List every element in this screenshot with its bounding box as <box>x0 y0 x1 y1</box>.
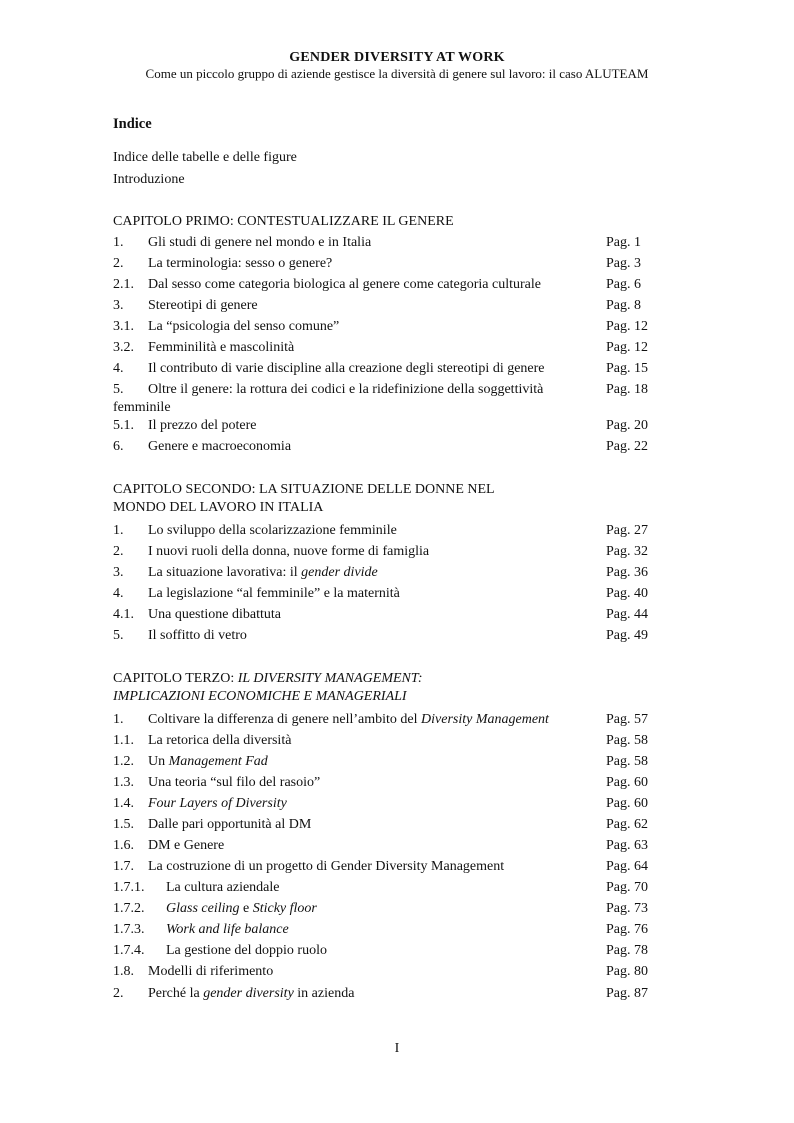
toc-entry-text: La gestione del doppio ruolo <box>166 943 327 958</box>
toc-entry-number: 5. <box>113 628 124 643</box>
toc-entry-page: Pag. 1 <box>606 235 641 250</box>
toc-entry-number: 2. <box>113 986 124 1001</box>
toc-entry-number: 1.1. <box>113 733 134 748</box>
toc-entry <box>113 543 673 564</box>
toc-entry-text-part: Perché la <box>148 986 204 1001</box>
toc-entry-page: Pag. 12 <box>606 319 648 334</box>
toc-entry-text-italic: gender diversity <box>203 986 294 1001</box>
toc-entry-number: 3.1. <box>113 319 134 334</box>
toc-entry-text: Stereotipi di genere <box>148 298 258 313</box>
toc-entry-text-part: Un <box>148 754 169 769</box>
toc-entry-number: 1.7. <box>113 859 134 874</box>
toc-entry-text: I nuovi ruoli della donna, nuove forme di famiglia <box>148 544 430 559</box>
toc-entry <box>113 585 673 606</box>
index-heading: Indice <box>113 116 152 132</box>
document-subtitle: Come un piccolo gruppo di aziende gestisce la diversità di genere sul lavoro: il caso ALUTEAM <box>145 66 649 81</box>
toc-entry-page: Pag. 70 <box>606 880 648 895</box>
toc-entry-text-italic: gender divide <box>301 565 378 580</box>
toc-entry-page: Pag. 58 <box>606 754 648 769</box>
toc-entry-number: 4. <box>113 586 124 601</box>
toc-entry-number: 1.7.2. <box>113 901 145 916</box>
toc-entry-number: 1.7.4. <box>113 943 145 958</box>
chapter-3-title <box>113 670 423 706</box>
toc-entry-text: Oltre il genere: la rottura dei codici e la ridefinizione della soggettività <box>148 382 544 397</box>
toc-entry-page: Pag. 58 <box>606 733 648 748</box>
toc-entry-page: Pag. 64 <box>606 859 648 874</box>
toc-entry-text: Dalle pari opportunità al DM <box>148 817 312 832</box>
toc-entry-page: Pag. 76 <box>606 922 648 937</box>
toc-entry-number: 1.6. <box>113 838 134 853</box>
chapter-2-title-line1: CAPITOLO SECONDO: LA SITUAZIONE DELLE DONNE NEL <box>113 482 495 497</box>
toc-entry-text-part: e <box>239 901 253 916</box>
toc-entry-page: Pag. 49 <box>606 628 648 643</box>
toc-entry-page: Pag. 8 <box>606 298 641 313</box>
toc-entry-number: 5.1. <box>113 418 134 433</box>
chapter-3-title-italic: IL DIVERSITY MANAGEMENT: <box>237 671 423 686</box>
document-title: GENDER DIVERSITY AT WORK <box>289 50 505 65</box>
toc-entry-text-italic: Sticky floor <box>252 901 317 916</box>
toc-entry <box>113 795 673 816</box>
toc-entry <box>113 255 673 276</box>
toc-entry-page: Pag. 60 <box>606 775 648 790</box>
toc-entry-text <box>148 795 287 813</box>
toc-entry <box>113 417 673 438</box>
toc-entry-text-part: La situazione lavorativa: il <box>148 565 302 580</box>
toc-entry-page: Pag. 36 <box>606 565 648 580</box>
toc-entry <box>113 837 673 858</box>
toc-entry-page: Pag. 6 <box>606 277 641 292</box>
chapter-1-title: CAPITOLO PRIMO: CONTESTUALIZZARE IL GENERE <box>113 214 454 229</box>
toc-entry-text <box>148 753 268 771</box>
toc-entry-number: 5. <box>113 382 124 397</box>
toc-entry-text: Il contributo di varie discipline alla creazione degli stereotipi di genere <box>148 361 545 376</box>
toc-entry-page: Pag. 80 <box>606 964 648 979</box>
toc-entry <box>113 900 673 921</box>
toc-entry-text: La cultura aziendale <box>166 880 280 895</box>
toc-entry-text: Il soffitto di vetro <box>148 628 247 643</box>
toc-entry-text: Dal sesso come categoria biologica al genere come categoria culturale <box>148 277 541 292</box>
toc-entry-number: 1. <box>113 712 124 727</box>
toc-entry <box>113 942 673 963</box>
toc-entry <box>113 879 673 900</box>
toc-entry-number: 1. <box>113 523 124 538</box>
toc-entry-number: 3. <box>113 298 124 313</box>
toc-entry-text <box>148 564 378 582</box>
toc-entry-text: Modelli di riferimento <box>148 964 274 979</box>
toc-entry-page: Pag. 57 <box>606 712 648 727</box>
toc-entry-text-italic: Diversity Management <box>421 712 549 727</box>
toc-entry <box>113 753 673 774</box>
chapter-3-title-line2: IMPLICAZIONI ECONOMICHE E MANAGERIALI <box>113 689 407 704</box>
toc-entry <box>113 985 673 1006</box>
toc-entry-text <box>148 985 354 1003</box>
toc-entry-text <box>166 921 289 939</box>
toc-entry-number: 1.2. <box>113 754 134 769</box>
toc-entry-page: Pag. 78 <box>606 943 648 958</box>
toc-entry-text-italic: Four Layers of Diversity <box>148 796 287 811</box>
toc-entry-number: 1. <box>113 235 124 250</box>
toc-entry-number: 1.5. <box>113 817 134 832</box>
toc-entry-page: Pag. 44 <box>606 607 648 622</box>
toc-entry <box>113 963 673 984</box>
toc-entry <box>113 339 673 360</box>
chapter-3-title-prefix: CAPITOLO TERZO: <box>113 671 238 686</box>
toc-entry-page: Pag. 40 <box>606 586 648 601</box>
toc-entry-number: 2. <box>113 256 124 271</box>
toc-entry-page: Pag. 73 <box>606 901 648 916</box>
toc-entry-page: Pag. 3 <box>606 256 641 271</box>
toc-entry <box>113 627 673 648</box>
front-item-tables: Indice delle tabelle e delle figure <box>113 150 297 165</box>
toc-entry-number: 1.8. <box>113 964 134 979</box>
toc-entry-text-part: in azienda <box>293 986 355 1001</box>
toc-entry <box>113 360 673 381</box>
toc-entry-page: Pag. 87 <box>606 986 648 1001</box>
toc-entry-text: Genere e macroeconomia <box>148 439 292 454</box>
toc-entry <box>113 522 673 543</box>
toc-entry-text: DM e Genere <box>148 838 225 853</box>
toc-entry <box>113 711 673 732</box>
toc-entry-text: La terminologia: sesso o genere? <box>148 256 333 271</box>
toc-entry-page: Pag. 27 <box>606 523 648 538</box>
toc-entry-text: Il prezzo del potere <box>148 418 257 433</box>
chapter-2-title <box>113 481 495 517</box>
toc-entry <box>113 774 673 795</box>
toc-entry-text: Gli studi di genere nel mondo e in Italia <box>148 235 372 250</box>
toc-entry-page: Pag. 20 <box>606 418 648 433</box>
toc-entry-text: Una teoria “sul filo del rasoio” <box>148 775 321 790</box>
toc-entry <box>113 732 673 753</box>
toc-entry-text: La costruzione di un progetto di Gender Diversity Management <box>148 859 505 874</box>
toc-entry-text: La legislazione “al femminile” e la maternità <box>148 586 400 601</box>
toc-entry-text-italic: Glass ceiling <box>166 901 240 916</box>
toc-entry-text-italic: Management Fad <box>168 754 268 769</box>
toc-entry-page: Pag. 22 <box>606 439 648 454</box>
toc-entry-text: Una questione dibattuta <box>148 607 281 622</box>
toc-entry-number: 1.7.3. <box>113 922 145 937</box>
toc-entry <box>113 318 673 339</box>
toc-entry-text: La retorica della diversità <box>148 733 292 748</box>
toc-entry-text: Femminilità e mascolinità <box>148 340 295 355</box>
toc-entry-number: 4. <box>113 361 124 376</box>
toc-entry <box>113 438 673 459</box>
toc-entry <box>113 921 673 942</box>
toc-entry-page: Pag. 32 <box>606 544 648 559</box>
toc-entry-page: Pag. 18 <box>606 382 648 397</box>
front-item-intro: Introduzione <box>113 172 185 187</box>
page-number: I <box>394 1041 400 1056</box>
toc-entry-number: 2.1. <box>113 277 134 292</box>
toc-entry-page: Pag. 62 <box>606 817 648 832</box>
toc-entry-page: Pag. 15 <box>606 361 648 376</box>
chapter-2-title-line2: MONDO DEL LAVORO IN ITALIA <box>113 500 324 515</box>
toc-entry <box>113 381 673 419</box>
toc-entry-number: 3. <box>113 565 124 580</box>
toc-entry-number: 6. <box>113 439 124 454</box>
toc-entry-page: Pag. 63 <box>606 838 648 853</box>
toc-entry <box>113 564 673 585</box>
toc-entry <box>113 816 673 837</box>
toc-entry <box>113 276 673 297</box>
toc-entry-number: 1.3. <box>113 775 134 790</box>
toc-entry <box>113 297 673 318</box>
toc-entry-text: Lo sviluppo della scolarizzazione femminile <box>148 523 397 538</box>
toc-entry-text-part: Coltivare la differenza di genere nell’ambito del <box>148 712 422 727</box>
toc-entry-number: 1.4. <box>113 796 134 811</box>
toc-entry-page: Pag. 60 <box>606 796 648 811</box>
toc-entry-page: Pag. 12 <box>606 340 648 355</box>
toc-entry-text: La “psicologia del senso comune” <box>148 319 340 334</box>
toc-entry-text-italic: Work and life balance <box>166 922 289 937</box>
toc-entry <box>113 234 673 255</box>
toc-entry-text-continuation: femminile <box>113 400 171 415</box>
toc-entry-number: 4.1. <box>113 607 134 622</box>
toc-entry <box>113 858 673 879</box>
toc-entry-number: 2. <box>113 544 124 559</box>
toc-entry-number: 3.2. <box>113 340 134 355</box>
toc-entry-text <box>148 711 549 729</box>
toc-entry-text <box>166 900 317 918</box>
toc-entry <box>113 606 673 627</box>
toc-entry-number: 1.7.1. <box>113 880 145 895</box>
